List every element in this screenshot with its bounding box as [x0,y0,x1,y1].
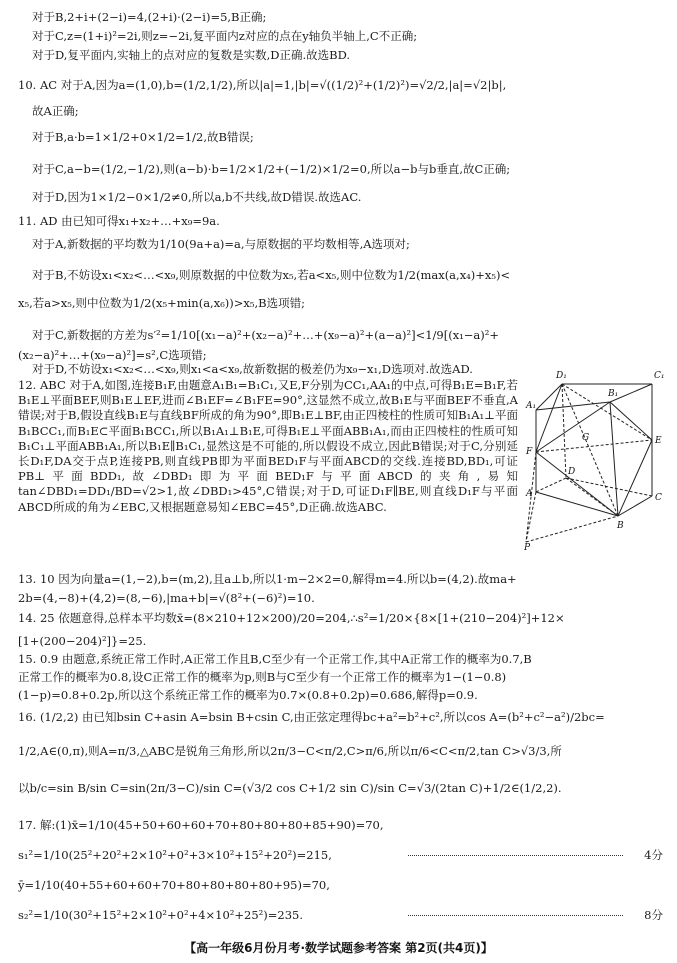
label-d1: D₁ [556,371,567,381]
line-b1e [610,402,652,440]
edge-ab [536,492,618,516]
solution-line-l23: 16. (1/2,2) 由已知bsin C+asin A=bsin B+csin C,由正弦定理得bc+a²=b²+c²,所以cos A=(b²+c²−a²)/2bc= [18,710,605,724]
solution-line-l01: 对于B,2+i+(2−i)=4,(2+i)·(2−i)=5,B正确; [32,10,267,24]
line-pb [526,516,618,542]
q12-text: 12. ABC 对于A,如图,连接B₁F,由题意A₁B₁=B₁C₁,又E,F分别为CC₁,AA₁的中点,可得B₁E=B₁F,若B₁E⊥平面BEF,则B₁E⊥EF,进而∠B₁EF=∠B₁FE=90°,这显然不成立,故B₁E与平面BEF不垂直,A错误;对于B,假设直线B₁E与直线BF所成的角为90°,即B₁E⊥BF,由正四棱柱的性质可知B₁A₁⊥平面B₁BCC₁,而B₁E⊂平面B₁BCC₁,所以B₁A₁⊥B₁E,可得B₁E⊥平面ABB₁A₁,而由正四棱柱的性质可知B₁C₁⊥平面ABB₁A₁,所以B₁E∥B₁C₁,显然这是不可能的,所以假设不成立,因此B错误;对于C,分别延长D₁F,DA交于点P,连接PB,则直线PB即为平面BED₁F与平面ABCD的交线.连接BD,BD₁,可证PB⊥平面BDD₁,故∠DBD₁即为平面BED₁F与平面ABCD的夹角,易知tan∠DBD₁=DD₁/BD=√2>1,故∠DBD₁>45°,C错误;对于D,可证D₁F∥BE,则直线D₁F与平面ABCD所成的角为∠EBC,又根据题意易知∠EBC=45°,D正确.故选ABC. [18,378,518,514]
solution-line-l19: [1+(200−204)²]}=25. [18,634,147,648]
solution-line-l08: 对于D,因为1×1/2−0×1/2≠0,所以a,b不共线,故D错误.故选AC. [32,190,362,204]
solution-line-l16: 13. 10 因为向量a=(1,−2),b=(m,2),且a⊥b,所以1·m−2×2=0,解得m=4.所以b=(4,2).故ma+ [18,572,517,586]
solution-line-l07: 对于C,a−b=(1/2,−1/2),则(a−b)·b=1/2×1/2+(−1/2)×1/2=0,所以a−b与b垂直,故C正确; [32,162,511,176]
solution-line-l12: x₅,若a>x₅,则中位数为1/2(x₅+min(a,x₆))>x₅,B选项错; [18,296,305,310]
label-p: P [524,543,531,550]
edge-b1b [610,402,618,516]
prism-figure [524,366,664,550]
label-b: B [617,521,624,531]
solution-line-l25: 以b/c=sin B/sin C=sin(2π/3−C)/sin C=(√3/2 cos C+1/2 sin C)/sin C=√3/(2tan C)+1/2∈(1/2,2). [18,781,562,795]
label-e: E [655,436,662,446]
line-d1e [562,384,652,440]
label-g: G [582,433,590,443]
solution-line-l02: 对于C,z=(1+i)²=2i,则z=−2i,复平面内z对应的点在y轴负半轴上,C不正确; [32,29,418,43]
score-mark-s2: 8分 [644,908,663,922]
solution-line-l14: (x₂−a)²+…+(x₉−a)²]=s²,C选项错; [18,348,207,362]
edge-d1a1 [536,384,562,410]
solution-line-l26: 17. 解:(1)x̄=1/10(45+50+60+60+70+80+80+80+85+90)=70, [18,818,384,832]
solution-line-l13: 对于C,新数据的方差为s′²=1/10[(x₁−a)²+(x₂−a)²+…+(x₉−a)²+(a−a)²]<1/9[(x₁−a)²+ [32,328,500,342]
line-fe [536,440,652,452]
solution-line-l15: 对于D,不妨设x₁<x₂<…<x₉,则x₁<a<x₉,故新数据的极差仍为x₉−x₁,D选项对.故选AD. [32,362,473,376]
score-leader [408,915,623,916]
solution-line-l11: 对于B,不妨设x₁<x₂<…<x₉,则原数据的中位数为x₅,若a<x₅,则中位数为1/2(max(a,x₄)+x₅)< [32,268,511,282]
q12-paragraph [18,378,518,515]
label-c: C [655,493,662,503]
label-d: D [568,467,576,477]
solution-line-l09: 11. AD 由已知可得x₁+x₂+…+x₉=9a. [18,214,220,228]
solution-line-l10: 对于A,新数据的平均数为1/10(9a+a)=a,与原数据的平均数相等,A选项对; [32,237,410,251]
solution-line-l28: ȳ=1/10(40+55+60+60+70+80+80+80+80+95)=70, [18,878,330,892]
score-mark-s1: 4分 [644,848,663,862]
label-a1: A₁ [526,401,537,411]
solution-line-l06: 对于B,a·b=1×1/2+0×1/2=1/2,故B错误; [32,130,254,144]
solution-line-l20: 15. 0.9 由题意,系统正常工作时,A正常工作且B,C至少有一个正常工作,其中A正常工作的概率为0.7,B [18,652,532,666]
solution-line-l17: 2b=(4,−8)+(4,2)=(8,−6),|ma+b|=√(8²+(−6)²)=10. [18,591,315,605]
label-f: F [526,447,533,457]
page-footer: 【高一年级6月份月考·数学试题参考答案 第2页(共4页)】 [184,941,493,955]
solution-line-l03: 对于D,复平面内,实轴上的点对应的复数是实数,D正确.故选BD. [32,48,351,62]
edge-d1d [562,384,566,478]
solution-line-l18: 14. 25 依题意得,总样本平均数x̄=(8×210+12×200)/20=204,∴s²=1/20×{8×[1+(210−204)²]+12× [18,611,565,625]
solution-line-l05: 故A正确; [32,104,79,118]
solution-line-l22: (1−p)=0.8+0.2p,所以这个系统正常工作的概率为0.7×(0.8+0.2p)=0.686,解得p=0.9. [18,688,478,702]
edge-bc [618,496,652,516]
label-b1: B₁ [608,389,619,399]
line-eb [618,440,652,516]
score-leader [408,855,623,856]
edge-da [536,478,566,492]
solution-line-l04: 10. AC 对于A,因为a=(1,0),b=(1/2,1/2),所以|a|=1,|b|=√((1/2)²+(1/2)²)=√2/2,|a|=√2|b|, [18,78,507,92]
label-c1: C₁ [654,371,664,381]
line-d1f [536,384,562,452]
line-fb [536,452,618,516]
solution-line-l29: s₂²=1/10(30²+15²+2×10²+0²+4×10²+25²)=235. [18,908,304,922]
label-a: A [526,489,533,499]
solution-line-l21: 正常工作的概率为0.8,设C正常工作的概率为p,则B与C至少有一个正常工作的概率为1−(1−0.8) [18,670,507,684]
solution-line-l27: s₁²=1/10(25²+20²+2×10²+0²+3×10²+15²+20²)=215, [18,848,332,862]
solution-line-l24: 1/2,A∈(0,π),则A=π/3,△ABC是锐角三角形,所以2π/3−C<π/2,C>π/6,所以π/6<C<π/2,tan C>√3/3,所 [18,744,562,758]
